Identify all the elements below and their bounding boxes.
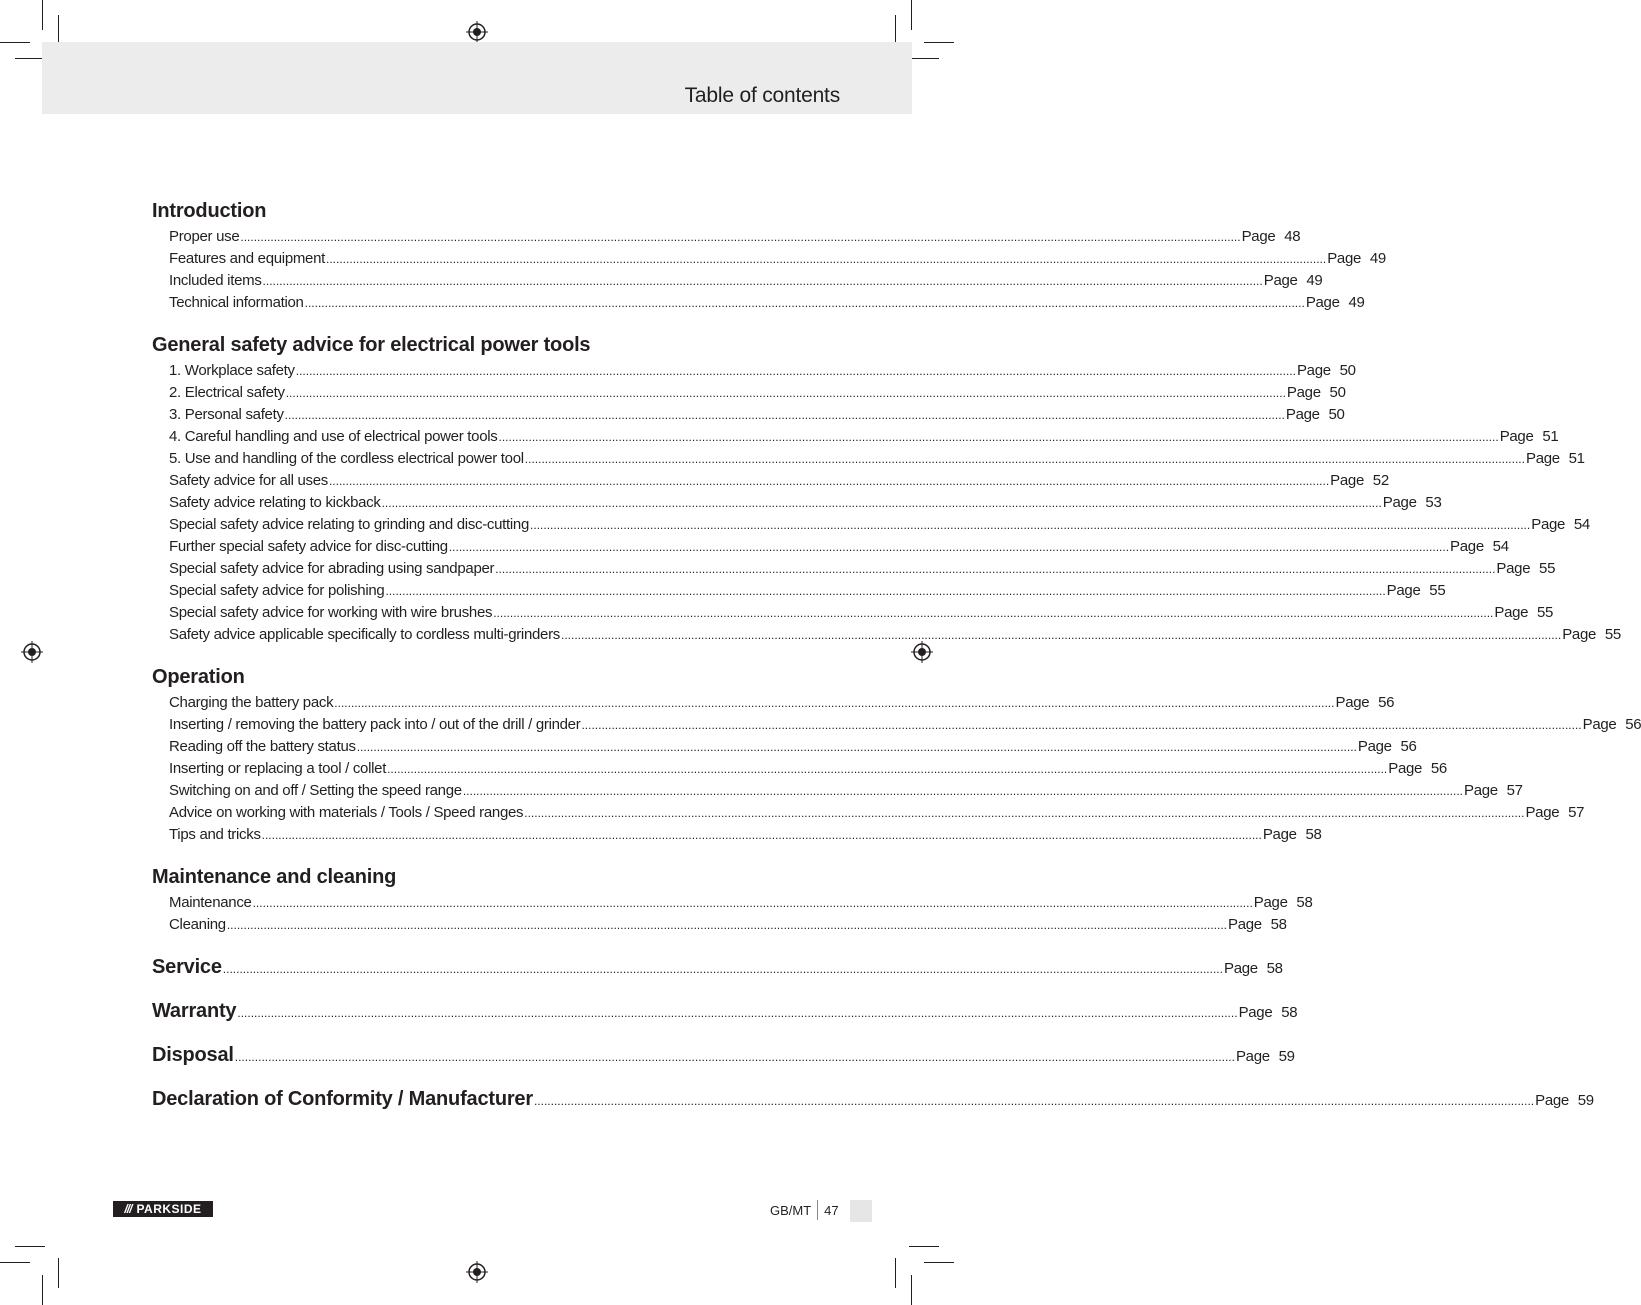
crop-mark bbox=[42, 0, 43, 30]
footer-locale: GB/MT bbox=[770, 1202, 812, 1218]
toc-entry[interactable] bbox=[152, 292, 1365, 314]
page-number: 55 bbox=[1539, 560, 1556, 577]
page-label: Page bbox=[1357, 738, 1392, 755]
toc-entry-text: 2. Electrical safety bbox=[169, 384, 285, 401]
dot-leader: ............................................................................................................................................................................................................................................................................................................ bbox=[462, 784, 1464, 798]
page-label: Page bbox=[1525, 450, 1560, 467]
page-label: Page bbox=[1525, 804, 1560, 821]
page-number: 56 bbox=[1400, 738, 1417, 755]
page-number: 52 bbox=[1372, 472, 1389, 489]
crop-mark bbox=[911, 0, 912, 30]
toc-entry-page bbox=[1236, 1048, 1295, 1065]
dot-leader: ............................................................................................................................................................................................................................................................................................................ bbox=[524, 452, 1525, 466]
toc-entry-page bbox=[1496, 558, 1555, 580]
toc-entry-text: Special safety advice for abrading using sandpaper bbox=[169, 560, 495, 577]
toc-entry[interactable] bbox=[152, 360, 1356, 382]
toc-entry-text: Included items bbox=[169, 272, 262, 289]
toc-entry-text: 4. Careful handling and use of electrical power tools bbox=[169, 428, 498, 445]
toc-entry-text: Safety advice for all uses bbox=[169, 472, 328, 489]
crop-mark bbox=[924, 42, 954, 43]
toc-entry-text: Inserting or replacing a tool / collet bbox=[169, 760, 387, 777]
page-number: 58 bbox=[1296, 894, 1313, 911]
page-number: 59 bbox=[1577, 1092, 1594, 1109]
page-number: 50 bbox=[1339, 362, 1356, 379]
toc-entry-text: 5. Use and handling of the cordless electrical power tool bbox=[169, 450, 524, 467]
toc-entry[interactable] bbox=[152, 714, 1641, 736]
toc-entry-page bbox=[1335, 692, 1394, 714]
toc-entry[interactable] bbox=[152, 470, 1389, 492]
dot-leader: ............................................................................................................................................................................................................................................................................................................ bbox=[495, 562, 1496, 576]
toc-entry-text: Special safety advice relating to grinding and disc-cutting bbox=[169, 516, 530, 533]
toc-entry[interactable] bbox=[152, 736, 1417, 758]
toc-entry-page bbox=[1306, 292, 1365, 314]
toc-entry[interactable] bbox=[152, 758, 1447, 780]
toc-entry[interactable] bbox=[152, 580, 1446, 602]
page-number: 56 bbox=[1378, 694, 1395, 711]
page-label: Page bbox=[1263, 272, 1298, 289]
toc-entry-page bbox=[1531, 514, 1590, 536]
crop-mark bbox=[0, 1262, 30, 1263]
page-label: Page bbox=[1262, 826, 1297, 843]
toc-entry[interactable] bbox=[152, 492, 1442, 514]
section-heading: Declaration of Conformity / Manufacturer bbox=[152, 1088, 533, 1110]
toc-entry[interactable] bbox=[152, 404, 1345, 426]
toc-entry-page bbox=[1297, 360, 1356, 382]
dot-leader: ............................................................................................................................................................................................................................................................................................................ bbox=[533, 1094, 1535, 1108]
crop-mark bbox=[895, 15, 896, 45]
crop-mark bbox=[909, 1246, 939, 1247]
toc-entry-page bbox=[1330, 470, 1389, 492]
toc-entry-text: Switching on and off / Setting the speed range bbox=[169, 782, 462, 799]
toc-entry-page bbox=[1383, 492, 1442, 514]
page-label: Page bbox=[1450, 538, 1484, 555]
toc-entry-text: Tips and tricks bbox=[169, 826, 261, 843]
page-number: 49 bbox=[1369, 250, 1386, 267]
crop-mark bbox=[15, 58, 45, 59]
dot-leader: ............................................................................................................................................................................................................................................................................................................ bbox=[237, 1006, 1238, 1020]
crop-mark bbox=[895, 1258, 896, 1288]
dot-leader: ............................................................................................................................................................................................................................................................................................................ bbox=[448, 540, 1450, 554]
dot-leader: ............................................................................................................................................................................................................................................................................................................ bbox=[493, 606, 1494, 620]
parkside-logo bbox=[113, 1201, 213, 1217]
crop-mark bbox=[15, 1246, 45, 1247]
dot-leader: ............................................................................................................................................................................................................................................................................................................ bbox=[524, 806, 1525, 820]
dot-leader: ............................................................................................................................................................................................................................................................................................................ bbox=[261, 828, 1262, 842]
toc-entry-page bbox=[1525, 802, 1584, 824]
dot-leader: ............................................................................................................................................................................................................................................................................................................ bbox=[326, 252, 1327, 266]
dot-leader: ............................................................................................................................................................................................................................................................................................................ bbox=[385, 584, 1386, 598]
page-label: Page bbox=[1499, 428, 1534, 445]
page-number: 55 bbox=[1604, 626, 1621, 643]
toc-entry-page bbox=[1562, 624, 1621, 646]
toc-entry[interactable] bbox=[152, 248, 1386, 270]
dot-leader: ............................................................................................................................................................................................................................................................................................................ bbox=[334, 696, 1335, 710]
page-label: Page bbox=[1382, 494, 1417, 511]
toc-entry[interactable] bbox=[152, 382, 1346, 404]
page-label: Page bbox=[1388, 760, 1423, 777]
toc-entry-text: Safety advice applicable specifically to cordless multi-grinders bbox=[169, 626, 560, 643]
dot-leader: ............................................................................................................................................................................................................................................................................................................ bbox=[381, 496, 1382, 510]
toc-entry-page bbox=[1494, 602, 1553, 624]
toc-entry[interactable] bbox=[152, 892, 1313, 914]
page-label: Page bbox=[1386, 582, 1421, 599]
header-band bbox=[42, 42, 912, 114]
dot-leader: ............................................................................................................................................................................................................................................................................................................ bbox=[304, 296, 1305, 310]
toc-entry-page bbox=[1535, 1092, 1594, 1109]
toc-entry-page bbox=[1450, 536, 1509, 558]
page-number: 59 bbox=[1278, 1048, 1295, 1065]
page-label: Page bbox=[1330, 472, 1364, 489]
page-label: Page bbox=[1531, 516, 1566, 533]
page-label: Page bbox=[1327, 250, 1362, 267]
dot-leader: ............................................................................................................................................................................................................................................................................................................ bbox=[581, 718, 1582, 732]
page-number: 53 bbox=[1425, 494, 1442, 511]
section-heading: Introduction bbox=[152, 200, 267, 222]
page-number: 50 bbox=[1329, 384, 1346, 401]
toc-entry[interactable] bbox=[152, 536, 1509, 558]
toc-entry-text: Technical information bbox=[169, 294, 304, 311]
dot-leader: ............................................................................................................................................................................................................................................................................................................ bbox=[561, 628, 1562, 642]
page-label: Page bbox=[1535, 1092, 1569, 1109]
crop-mark bbox=[924, 1262, 954, 1263]
page-number: 58 bbox=[1281, 1004, 1298, 1021]
page-label: Page bbox=[1286, 384, 1321, 401]
crop-mark bbox=[58, 1258, 59, 1288]
toc-entry-text: Cleaning bbox=[169, 916, 226, 933]
toc-entry-page bbox=[1526, 448, 1585, 470]
toc-section bbox=[152, 332, 1621, 646]
toc-entry-text: Safety advice relating to kickback bbox=[169, 494, 381, 511]
footer-page-info bbox=[770, 1200, 839, 1220]
toc-entry-page bbox=[1500, 426, 1559, 448]
toc-entry[interactable] bbox=[152, 914, 1287, 936]
page-label: Page bbox=[1235, 1048, 1270, 1065]
toc-entry[interactable] bbox=[152, 802, 1585, 824]
crop-mark bbox=[909, 58, 939, 59]
footer-divider bbox=[817, 1200, 818, 1220]
toc-entry-page bbox=[1327, 248, 1386, 270]
page-label: Page bbox=[1464, 782, 1498, 799]
page-number: 54 bbox=[1573, 516, 1590, 533]
section-heading: Warranty bbox=[152, 1000, 237, 1022]
page-label: Page bbox=[1238, 1004, 1273, 1021]
page-label: Page bbox=[1562, 626, 1597, 643]
toc-entry-text: Maintenance bbox=[169, 894, 252, 911]
dot-leader: ............................................................................................................................................................................................................................................................................................................ bbox=[252, 896, 1253, 910]
toc-entry-page bbox=[1254, 892, 1313, 914]
toc-entry-page bbox=[1388, 758, 1447, 780]
toc-entry[interactable] bbox=[152, 624, 1621, 646]
registration-mark-icon bbox=[21, 641, 43, 663]
page-number: 49 bbox=[1306, 272, 1323, 289]
page-number: 55 bbox=[1537, 604, 1554, 621]
footer-tab-box bbox=[850, 1200, 872, 1222]
dot-leader: ............................................................................................................................................................................................................................................................................................................ bbox=[498, 430, 1499, 444]
toc-entry-page bbox=[1263, 824, 1322, 846]
page-number: 56 bbox=[1430, 760, 1447, 777]
dot-leader: ............................................................................................................................................................................................................................................................................................................ bbox=[285, 386, 1286, 400]
page-number: 48 bbox=[1284, 228, 1301, 245]
section-heading: Maintenance and cleaning bbox=[152, 866, 397, 888]
toc-entry[interactable] bbox=[152, 602, 1554, 624]
page-number: 58 bbox=[1270, 916, 1287, 933]
toc-entry-page bbox=[1583, 714, 1641, 736]
section-heading: Service bbox=[152, 956, 222, 978]
toc-standalone-entry[interactable] bbox=[152, 954, 1283, 980]
page-label: Page bbox=[1228, 916, 1262, 933]
toc-entry-text: Features and equipment bbox=[169, 250, 326, 267]
toc-entry-page bbox=[1228, 914, 1287, 936]
page-number: 57 bbox=[1506, 782, 1523, 799]
footer-page-number: 47 bbox=[824, 1202, 839, 1218]
toc-entry[interactable] bbox=[152, 824, 1322, 846]
toc-standalone-entry[interactable] bbox=[152, 1042, 1295, 1068]
page-number: 58 bbox=[1266, 960, 1283, 977]
toc-entry[interactable] bbox=[152, 270, 1323, 292]
dot-leader: ............................................................................................................................................................................................................................................................................................................ bbox=[356, 740, 1357, 754]
page-number: 51 bbox=[1568, 450, 1585, 467]
toc-entry-page bbox=[1242, 226, 1301, 248]
page-label: Page bbox=[1223, 960, 1258, 977]
page-label: Page bbox=[1335, 694, 1370, 711]
dot-leader: ............................................................................................................................................................................................................................................................................................................ bbox=[222, 962, 1223, 976]
page-label: Page bbox=[1494, 604, 1529, 621]
page-label: Page bbox=[1582, 716, 1617, 733]
dot-leader: ............................................................................................................................................................................................................................................................................................................ bbox=[295, 364, 1296, 378]
toc-entry[interactable] bbox=[152, 692, 1395, 714]
page-number: 54 bbox=[1492, 538, 1509, 555]
toc-entry-page bbox=[1464, 780, 1523, 802]
toc-section bbox=[152, 198, 1386, 314]
page-title: Table of contents bbox=[684, 84, 840, 107]
table-of-contents bbox=[152, 198, 1641, 1130]
registration-mark-icon bbox=[466, 1261, 488, 1283]
toc-entry-text: Charging the battery pack bbox=[169, 694, 334, 711]
crop-mark bbox=[42, 1275, 43, 1305]
toc-entry[interactable] bbox=[152, 558, 1556, 580]
section-heading: Disposal bbox=[152, 1044, 234, 1066]
page-label: Page bbox=[1241, 228, 1276, 245]
dot-leader: ............................................................................................................................................................................................................................................................................................................ bbox=[530, 518, 1531, 532]
section-heading: General safety advice for electrical power tools bbox=[152, 334, 591, 356]
dot-leader: ............................................................................................................................................................................................................................................................................................................ bbox=[328, 474, 1330, 488]
toc-entry-text: 3. Personal safety bbox=[169, 406, 284, 423]
page-label: Page bbox=[1253, 894, 1288, 911]
crop-mark bbox=[911, 1275, 912, 1305]
dot-leader: ............................................................................................................................................................................................................................................................................................................ bbox=[387, 762, 1388, 776]
toc-entry-text: Special safety advice for working with wire brushes bbox=[169, 604, 493, 621]
dot-leader: ............................................................................................................................................................................................................................................................................................................ bbox=[234, 1050, 1235, 1064]
page-number: 58 bbox=[1305, 826, 1322, 843]
logo-text: PARKSIDE bbox=[136, 1202, 202, 1216]
page-number: 51 bbox=[1542, 428, 1559, 445]
crop-mark bbox=[58, 15, 59, 45]
toc-entry-page bbox=[1358, 736, 1417, 758]
toc-entry-text: Proper use bbox=[169, 228, 240, 245]
toc-standalone-entry[interactable] bbox=[152, 998, 1298, 1024]
dot-leader: ............................................................................................................................................................................................................................................................................................................ bbox=[262, 274, 1263, 288]
page-label: Page bbox=[1285, 406, 1320, 423]
toc-entry-page bbox=[1286, 404, 1345, 426]
toc-entry-page bbox=[1387, 580, 1446, 602]
dot-leader: ............................................................................................................................................................................................................................................................................................................ bbox=[284, 408, 1285, 422]
registration-mark-icon bbox=[466, 21, 488, 43]
toc-entry[interactable] bbox=[152, 226, 1301, 248]
toc-section bbox=[152, 664, 1641, 846]
page-number: 50 bbox=[1328, 406, 1345, 423]
toc-entry[interactable] bbox=[152, 514, 1590, 536]
toc-entry[interactable] bbox=[152, 426, 1559, 448]
toc-standalone-entry[interactable] bbox=[152, 1086, 1594, 1112]
page-number: 56 bbox=[1625, 716, 1641, 733]
page-number: 57 bbox=[1568, 804, 1585, 821]
toc-section bbox=[152, 864, 1313, 936]
toc-entry-text: Special safety advice for polishing bbox=[169, 582, 385, 599]
crop-mark bbox=[0, 42, 30, 43]
toc-entry-page bbox=[1264, 270, 1323, 292]
toc-entry-page bbox=[1287, 382, 1346, 404]
toc-entry-text: Reading off the battery status bbox=[169, 738, 356, 755]
dot-leader: ............................................................................................................................................................................................................................................................................................................ bbox=[240, 230, 1241, 244]
page-label: Page bbox=[1496, 560, 1531, 577]
toc-entry-page bbox=[1239, 1004, 1298, 1021]
page-label: Page bbox=[1305, 294, 1340, 311]
dot-leader: ............................................................................................................................................................................................................................................................................................................ bbox=[226, 918, 1228, 932]
toc-entry-text: Further special safety advice for disc-cutting bbox=[169, 538, 448, 555]
toc-entry-text: Advice on working with materials / Tools / Speed ranges bbox=[169, 804, 524, 821]
toc-entry[interactable] bbox=[152, 448, 1585, 470]
logo-slashes: /// bbox=[124, 1202, 132, 1216]
toc-entry-text: Inserting / removing the battery pack into / out of the drill / grinder bbox=[169, 716, 581, 733]
toc-entry[interactable] bbox=[152, 780, 1523, 802]
section-heading: Operation bbox=[152, 666, 245, 688]
toc-entry-page bbox=[1224, 960, 1283, 977]
page-number: 55 bbox=[1429, 582, 1446, 599]
page-number: 49 bbox=[1348, 294, 1365, 311]
toc-entry-text: 1. Workplace safety bbox=[169, 362, 295, 379]
page-label: Page bbox=[1296, 362, 1331, 379]
